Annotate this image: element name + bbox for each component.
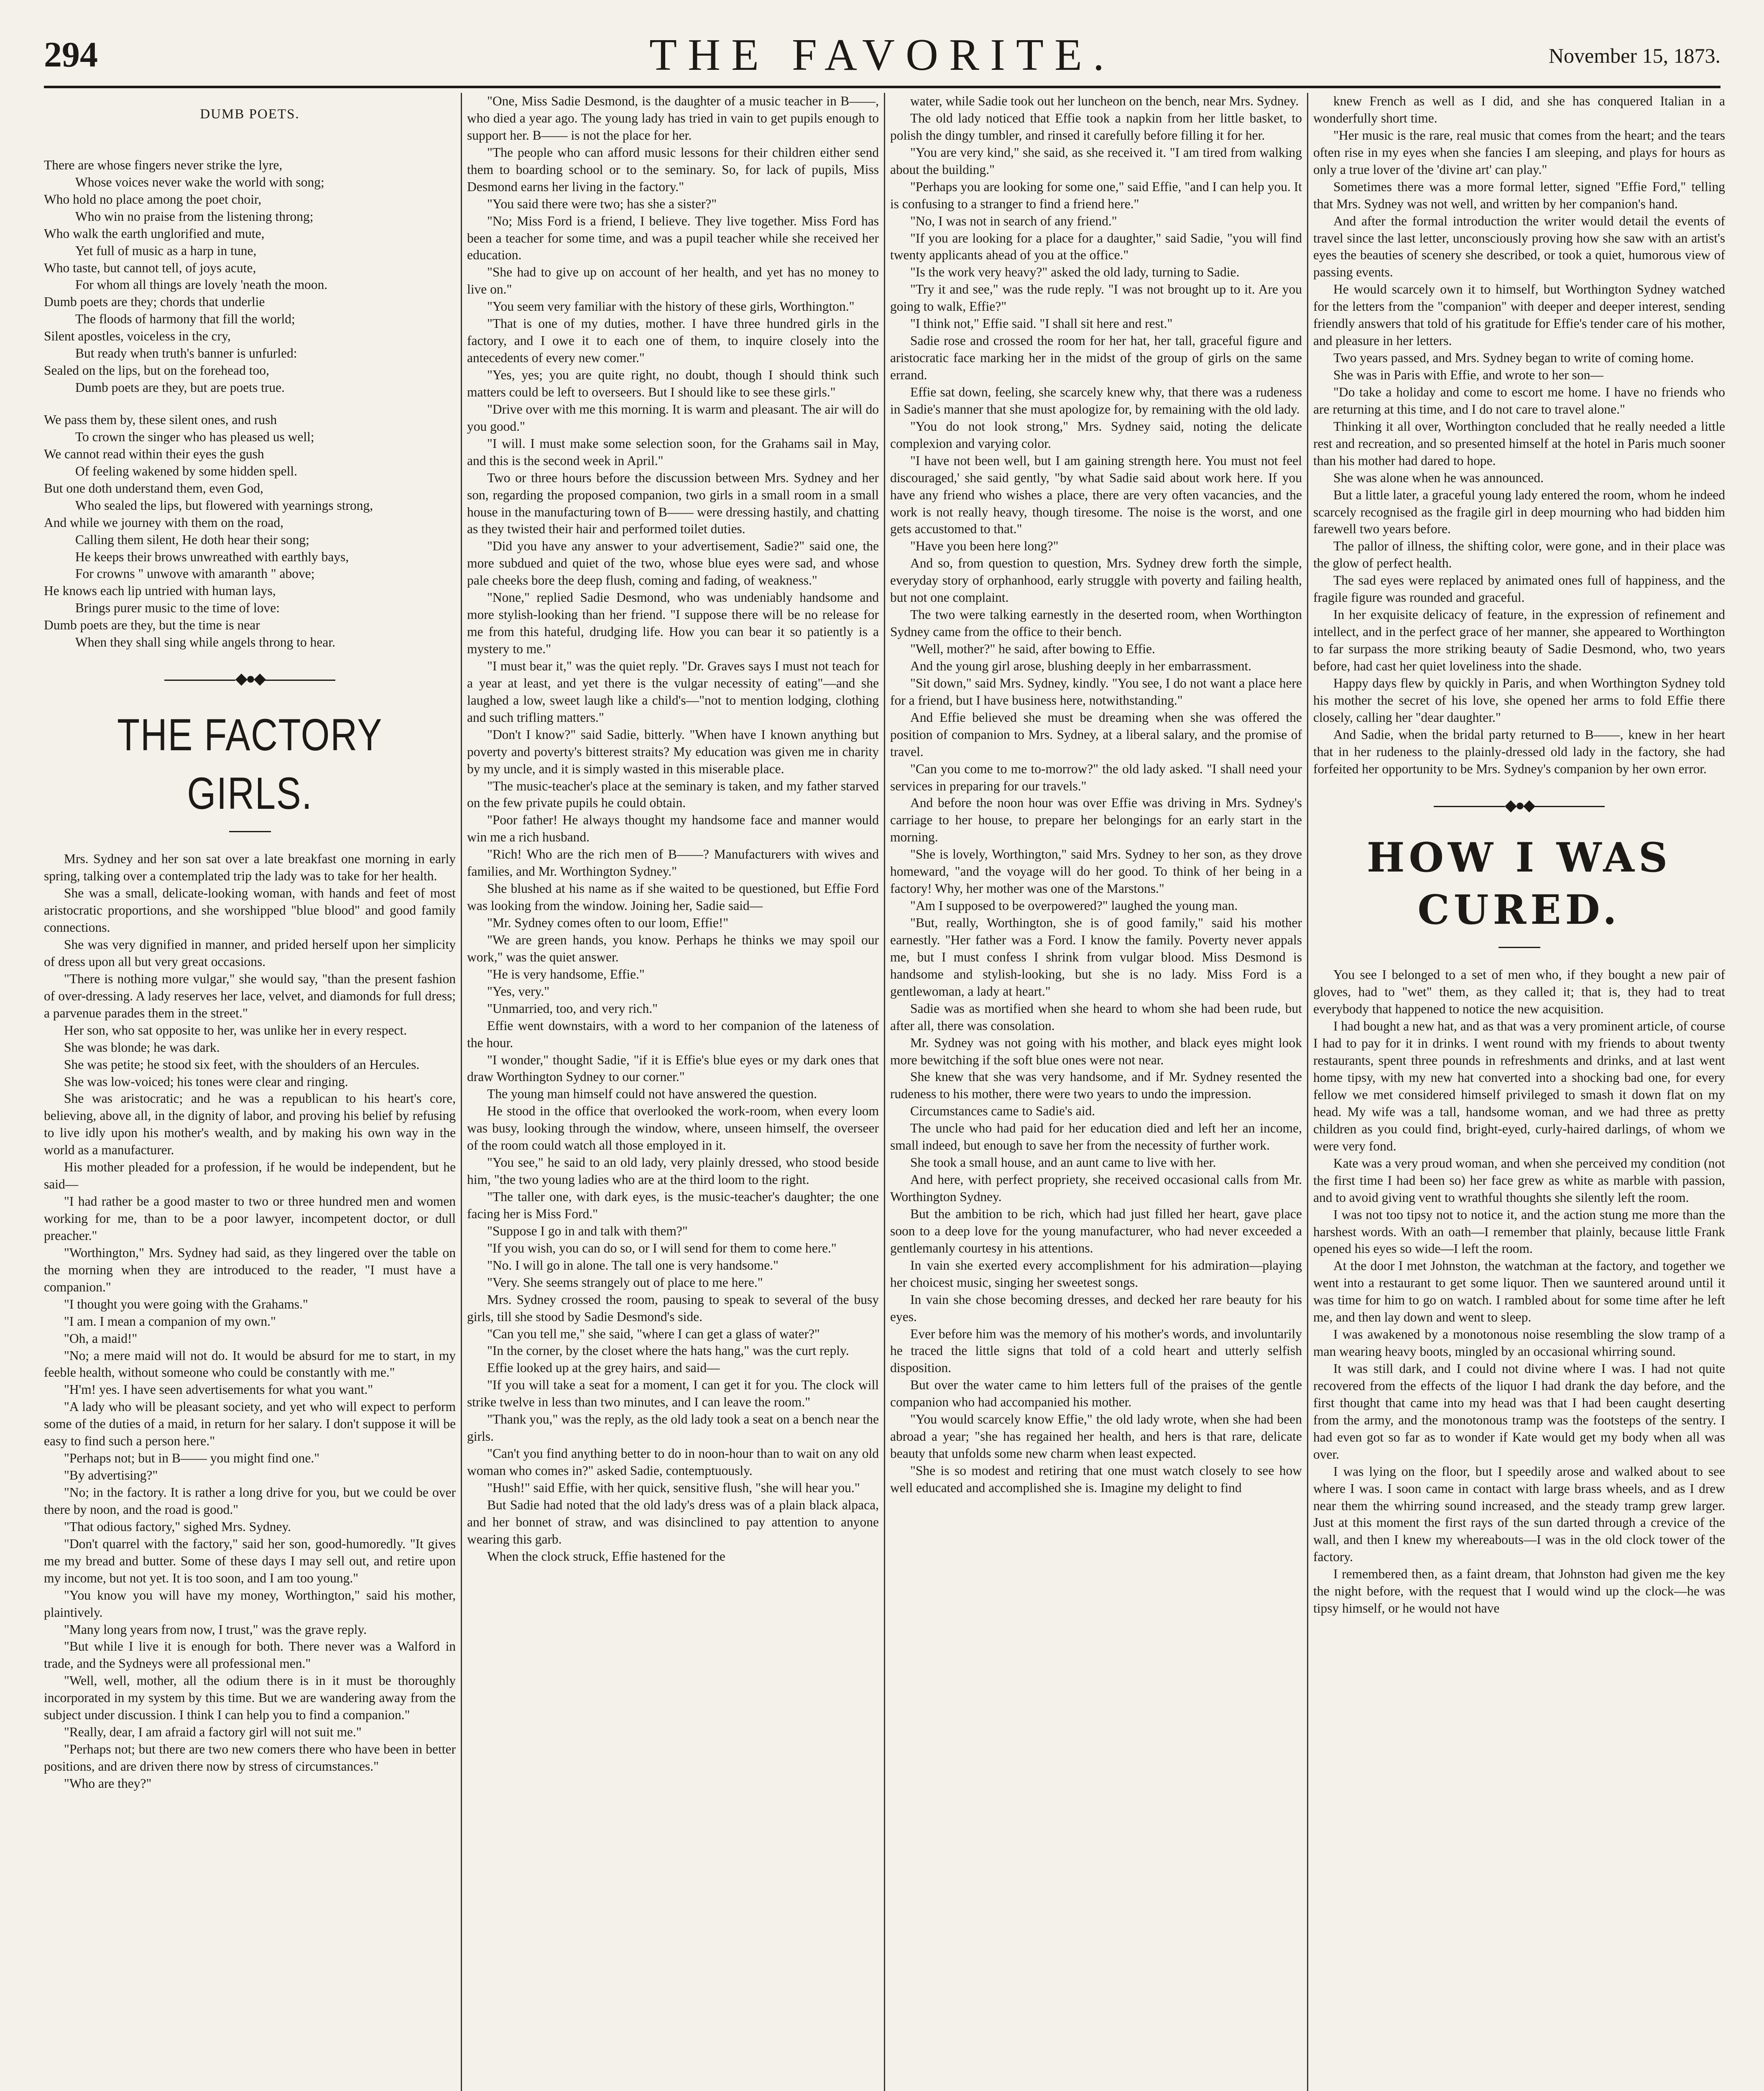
story-title-how-i-was-cured: HOW I WAS CURED. — [1366, 833, 1672, 933]
paragraph: She was petite; he stood six feet, with the shoulders of an Hercules. — [64, 1057, 420, 1072]
paragraph: "Who are they?" — [64, 1776, 152, 1791]
paragraph: In vain she exerted every accomplishment for his admiration—playing her choicest music, singing her sweetest songs. — [890, 1258, 1302, 1290]
poem-title: DUMB POETS. — [200, 107, 300, 122]
paragraph: "You would scarcely know Effie," the old lady wrote, when she had been abroad a year; "she has regained her health, and hers is that rare, delicate beauty that unfolds some new charm when least expected. — [890, 1412, 1302, 1461]
paragraph: "Thank you," was the reply, as the old lady took a seat on a bench near the girls. — [467, 1412, 879, 1444]
column-divider — [461, 93, 462, 2091]
poem-line: Who hold no place among the poet choir, — [44, 192, 262, 207]
poem-line: But one doth understand them, even God, — [44, 481, 263, 496]
poem-line: Who sealed the lips, but flowered with yearnings strong, — [75, 498, 373, 513]
poem-line: The floods of harmony that fill the world; — [75, 312, 295, 327]
paragraph: He would scarcely own it to himself, but Worthington Sydney watched for the letters from the "companion" with deeper and deeper interest, sending friendly answers that told of his gratitude for Effie's tender care of his mother, and pleasure in her letters. — [1313, 282, 1725, 348]
paragraph: "None," replied Sadie Desmond, who was undeniably handsome and more stylish-looking than her friend. "I suppose there will be no release for me from this hateful, drudging life. How you can bear it so patiently is a mystery to me." — [467, 590, 879, 656]
poem-line: We cannot read within their eyes the gush — [44, 446, 264, 461]
poem-stanza — [44, 412, 456, 651]
paragraph: "I thought you were going with the Grahams." — [64, 1296, 308, 1311]
paragraph: "Don't I know?" said Sadie, bitterly. "When have I known anything but poverty and poverty's bitterest straits? My education was given me in charity by my uncle, and it is simply wasted in this miserable place. — [467, 727, 879, 776]
poem-line: Calling them silent, He doth hear their song; — [75, 532, 309, 547]
paragraph: She was low-voiced; his tones were clear and ringing. — [64, 1074, 348, 1089]
paragraph: "He is very handsome, Effie." — [487, 966, 645, 982]
poem-line: To crown the singer who has pleased us well; — [75, 429, 314, 444]
paragraph: "The people who can afford music lessons for their children either send them to boarding school or to the seminary. So, for lack of pupils, Miss Desmond earns her living in the factory." — [467, 145, 879, 194]
paragraph: Mrs. Sydney crossed the room, pausing to speak to several of the busy girls, till she stood by Sadie Desmond's side. — [467, 1292, 879, 1324]
poem-line: But ready when truth's banner is unfurled: — [75, 346, 297, 361]
paragraph: "In the corner, by the closet where the hats hang," was the curt reply. — [487, 1343, 849, 1358]
paragraph: "Hush!" said Effie, with her quick, sensitive flush, "she will hear you." — [487, 1480, 860, 1495]
paragraph: Two years passed, and Mrs. Sydney began to write of coming home. — [1333, 350, 1694, 366]
paragraph: "Can you come to me to-morrow?" the old lady asked. "I shall need your services in preparing for our travels." — [890, 761, 1302, 793]
paragraph: She was very dignified in manner, and prided herself upon her simplicity of dress upon all but very great occasions. — [44, 937, 456, 969]
paragraph: The young man himself could not have answered the question. — [487, 1086, 817, 1102]
ornament-divider: ◆●◆ — [1313, 795, 1725, 816]
paragraph: Kate was a very proud woman, and when she perceived my condition (not the first time I had been so) her face grew as white as marble with passion, and to avoid giving vent to wrathful thoughts she silently left the room. — [1313, 1155, 1725, 1205]
paragraph: "Sit down," said Mrs. Sydney, kindly. "You see, I do not want a place here for a friend, but I have business here, notwithstanding." — [890, 675, 1302, 708]
paragraph: "She had to give up on account of her health, and yet has no money to live on." — [467, 265, 879, 297]
paragraph: "The taller one, with dark eyes, is the music-teacher's daughter; the one facing her is Miss Ford." — [467, 1189, 879, 1221]
paragraph: Sadie rose and crossed the room for her hat, her tall, graceful figure and aristocratic face marking her in the midst of the group of girls on the same errand. — [890, 333, 1302, 382]
paragraph: "Well, well, mother, all the odium there is in it must be thoroughly incorporated in my system by this time. But we are wandering away from the subject under discussion. I think I can help you to find a companion." — [44, 1673, 456, 1723]
paragraph: "If you are looking for a place for a daughter," said Sadie, "you will find twenty applicants ahead of you at the office." — [890, 230, 1302, 263]
paragraph: In her exquisite delicacy of feature, in the expression of refinement and intellect, and in the perfect grace of her manner, she appeared to Worthington to far surpass the more striking beauty of Sadie Desmond, who, two years before, had cast her quiet loveliness into the shade. — [1313, 607, 1725, 673]
paragraph: But a little later, a graceful young lady entered the room, whom he indeed scarcely recognised as the fragile girl in deep mourning who had bidden him farewell two years before. — [1313, 487, 1725, 537]
paragraph: And here, with perfect propriety, she received occasional calls from Mr. Worthington Sydney. — [890, 1172, 1302, 1204]
paragraph: The sad eyes were replaced by animated ones full of happiness, and the fragile figure was rounded and graceful. — [1313, 573, 1725, 605]
paragraph: I remembered then, as a faint dream, that Johnston had given me the key the night before, with the request that I would wind up the clock—he was tipsy himself, or he would not have — [1313, 1567, 1725, 1616]
paragraph: "You know you will have my money, Worthington," said his mother, plaintively. — [44, 1587, 456, 1620]
paragraph: "I have not been well, but I am gaining strength here. You must not feel discouraged,' she said gently, "by what Sadie said about work here. If you have any friend who wishes a place, there are very often vacancies, and the work is not really heavy, though tiresome. The noise is the worst, and one gets accustomed to that." — [890, 453, 1302, 537]
paragraph: But the ambition to be rich, which had just filled her heart, gave place soon to a deep love for the young manufacturer, who had never exceeded a gentlemanly courtesy in his attentions. — [890, 1206, 1302, 1255]
paragraph: She was alone when he was announced. — [1333, 470, 1544, 485]
paragraph: "Perhaps not; but in B—— you might find one." — [64, 1451, 320, 1466]
paragraph: And so, from question to question, Mrs. Sydney drew forth the simple, everyday story of orphanhood, early struggle with poverty and failing health, but not one complaint. — [890, 556, 1302, 605]
paragraph: "Well, mother?" he said, after bowing to Effie. — [910, 642, 1155, 656]
paragraph: "You see," he said to an old lady, very plainly dressed, who stood beside him, "the two young ladies who are at the third loom to the right. — [467, 1155, 879, 1187]
paragraph: And the young girl arose, blushing deeply in her embarrassment. — [910, 658, 1252, 673]
paragraph: "Many long years from now, I trust," was the grave reply. — [64, 1622, 367, 1637]
paragraph: knew French as well as I did, and she has conquered Italian in a wonderfully short time. — [1313, 94, 1725, 125]
paragraph: "No, I was not in search of any friend." — [910, 213, 1117, 228]
paragraph: She was in Paris with Effie, and wrote to her son— — [1333, 368, 1603, 382]
paragraph: In vain she chose becoming dresses, and decked her rare beauty for his eyes. — [890, 1292, 1302, 1324]
paragraph: The uncle who had paid for her education died and left her an income, small indeed, but enough to save her from the necessity of further work. — [890, 1121, 1302, 1153]
paragraph: She blushed at his name as if she waited to be questioned, but Effie Ford was looking from the window. Joining her, Sadie said— — [467, 881, 879, 913]
paragraph: "You said there were two; has she a sister?" — [487, 196, 717, 211]
poem-line: Sealed on the lips, but on the forehead too, — [44, 363, 269, 378]
paragraph: "I will. I must make some selection soon, for the Grahams sail in May, and this is the second week in April." — [467, 436, 879, 468]
article-text — [890, 93, 1302, 1497]
paragraph: "Her music is the rare, real music that comes from the heart; and the tears often rise in my eyes when she fancies I am sleeping, and plays for hours as only a true lover of the 'divine art' can play." — [1313, 128, 1725, 177]
paragraph: "You are very kind," she said, as she received it. "I am tired from walking about the building." — [890, 145, 1302, 177]
poem-line: Yet full of music as a harp in tune, — [75, 243, 257, 258]
paragraph: "Yes, yes; you are quite right, no doubt, though I should think such matters could be left to overseers. But I should like to see these girls." — [467, 368, 879, 399]
paragraph: But over the water came to him letters full of the praises of the gentle companion who had accompanied his mother. — [890, 1378, 1302, 1410]
paragraph: And Effie believed she must be dreaming when she was offered the position of companion to Mrs. Sydney, at a liberal salary, and the promise of travel. — [890, 710, 1302, 759]
paragraph: She knew that she was very handsome, and if Mr. Sydney resented the rudeness to his mother, there were two years to undo the impression. — [890, 1069, 1302, 1102]
paragraph: And after the formal introduction the writer would detail the events of travel since the last letter, unconsciously proving how she saw with an artist's eyes the beauties of scenery she described, or took a quiet, humorous view of passing events. — [1313, 213, 1725, 280]
poem-line: Who win no praise from the listening throng; — [75, 209, 314, 224]
paragraph: "Perhaps not; but there are two new comers there who have been in better positions, and are driven there now by stress of circumstances." — [44, 1742, 456, 1774]
paragraph: "Suppose I go in and talk with them?" — [487, 1223, 688, 1238]
poem-line: Who walk the earth unglorified and mute, — [44, 226, 265, 241]
title-rule — [229, 831, 271, 832]
header-rule — [44, 86, 1721, 88]
paragraph: When the clock struck, Effie hastened for the — [487, 1549, 725, 1564]
paragraph: "Did you have any answer to your advertisement, Sadie?" said one, the more subdued and quiet of the two, whose blue eyes were sad, and whose pale cheeks bore the deep flush, coming and fading, of weakness." — [467, 539, 879, 588]
paragraph: "By advertising?" — [64, 1468, 158, 1483]
paragraph: "Don't quarrel with the factory," said her son, good-humoredly. "It gives me my bread and butter. Some of these days I may sell out, and retire upon my income, but not yet. It is too soon, and I am too young." — [44, 1536, 456, 1585]
paragraph: "One, Miss Sadie Desmond, is the daughter of a music teacher in B——, who died a year ago. The young lady has tried in vain to get pupils enough to support her. B—— is not the place for her. — [467, 94, 879, 143]
poem-line: For crowns " unwove with amaranth " above; — [75, 566, 315, 581]
poem-line: Who taste, but cannot tell, of joys acute, — [44, 260, 256, 275]
poem-line: There are whose fingers never strike the lyre, — [44, 157, 283, 172]
paragraph: "If you will take a seat for a moment, I can get it for you. The clock will strike twelve in less than two minutes, and I can leave the room." — [467, 1378, 879, 1410]
paragraph: Mrs. Sydney and her son sat over a late breakfast one morning in early spring, talking over a contemplated trip the lady was to take for her health. — [44, 851, 456, 884]
paragraph: "I am. I mean a companion of my own." — [64, 1314, 276, 1329]
page-header — [44, 29, 1721, 84]
column-divider — [884, 93, 885, 2091]
paragraph: It was still dark, and I could not divine where I was. I had not quite recovered from the effects of the liquor I had drank the day before, and the first thought that came into my head was that I had been caught deserting from the army, and the monotonous tramp was the footsteps of the sentry. I had even got so far as to wonder if Kate would get my body when all was over. — [1313, 1361, 1725, 1462]
paragraph: Her son, who sat opposite to her, was unlike her in every respect. — [64, 1022, 407, 1038]
paragraph: "Am I supposed to be overpowered?" laughed the young man. — [910, 898, 1238, 913]
poem-stanza — [44, 157, 456, 396]
paragraph: Sadie was as mortified when she heard to whom she had been rude, but after all, there was consolation. — [890, 1001, 1302, 1033]
masthead-title: THE FAVORITE. — [649, 30, 1115, 80]
poem-line: He keeps their brows unwreathed with earthly bays, — [75, 549, 349, 564]
paragraph: I was lying on the floor, but I speedily arose and walked about to see where I was. I soon came in contact with large brass wheels, and as I drew near them the whirring sound increased, and the steady tramp grew larger. Just at this moment the first rays of the sun darted through a crevice of the wall, and then I knew my whereabouts—I was in the old clock tower of the factory. — [1313, 1464, 1725, 1564]
article-text — [44, 851, 456, 1792]
paragraph: I was not too tipsy not to notice it, and the action stung me more than the harshest words. With an oath—I remember that plainly, because little Frank opened his eyes so wide—I left the room. — [1313, 1207, 1725, 1256]
paragraph: "No; in the factory. It is rather a long drive for you, but we could be over there by noon, and the road is good." — [44, 1485, 456, 1517]
paragraph: She was a small, delicate-looking woman, with hands and feet of most aristocratic proportions, and she worshipped "blue blood" and good family connections. — [44, 886, 456, 935]
paragraph: Effie sat down, feeling, she scarcely knew why, that there was a rudeness in Sadie's manner that she must apologize for, by remaining with the old lady. — [890, 384, 1302, 417]
paragraph: "Worthington," Mrs. Sydney had said, as they lingered over the table on the morning when they are introduced to the reader, "I must have a companion." — [44, 1245, 456, 1294]
issue-date: November 15, 1873. — [1548, 44, 1721, 67]
paragraph: "Perhaps you are looking for some one," said Effie, "and I can help you. It is confusing to a stranger to find a friend here." — [890, 179, 1302, 211]
paragraph: "No; Miss Ford is a friend, I believe. They live together. Miss Ford has been a teacher for some time, and was a pupil teacher while she received her education. — [467, 213, 879, 263]
title-rule — [1499, 947, 1540, 948]
article-text — [1313, 93, 1725, 778]
paragraph: "I wonder," thought Sadie, "if it is Effie's blue eyes or my dark ones that draw Worthington Sydney to our corner." — [467, 1052, 879, 1084]
paragraph: Circumstances came to Sadie's aid. — [910, 1104, 1095, 1119]
paragraph: "You seem very familiar with the history of these girls, Worthington." — [487, 299, 855, 314]
paragraph: "Can you tell me," she said, "where I can get a glass of water?" — [487, 1326, 820, 1341]
poem-line: Of feeling wakened by some hidden spell. — [75, 463, 297, 478]
paragraph: The old lady noticed that Effie took a napkin from her little basket, to polish the dingy tumbler, and rinsed it carefully before filling it for her. — [890, 110, 1302, 143]
column-divider — [1307, 93, 1308, 2091]
paragraph: Sometimes there was a more formal letter, signed "Effie Ford," telling that Mrs. Sydney was not well, and written by her companion's hand. — [1313, 179, 1725, 211]
paragraph: "Very. She seems strangely out of place to me here." — [487, 1275, 763, 1290]
column-2 — [467, 93, 879, 2091]
poem-line: Dumb poets are they, but the time is near — [44, 618, 260, 633]
paragraph: The pallor of illness, the shifting color, were gone, and in their place was the glow of perfect health. — [1313, 539, 1725, 571]
paragraph: His mother pleaded for a profession, if he would be independent, but he said— — [44, 1160, 456, 1192]
paragraph: But Sadie had noted that the old lady's dress was of a plain black alpaca, and her bonnet of straw, and was disinclined to pay attention to anyone wearing this garb. — [467, 1497, 879, 1547]
paragraph: "Try it and see," was the rude reply. "I was not brought up to it. Are you going to walk, Effie?" — [890, 282, 1302, 314]
paragraph: The two were talking earnestly in the deserted room, when Worthington Sydney came from the office to their bench. — [890, 607, 1302, 639]
paragraph: "If you wish, you can do so, or I will send for them to come here." — [487, 1240, 837, 1255]
page-number: 294 — [44, 34, 98, 74]
paragraph: "Drive over with me this morning. It is warm and pleasant. The air will do you good." — [467, 401, 879, 434]
paragraph: "No; a mere maid will not do. It would be absurd for me to start, in my feeble health, without someone who could be constantly with me." — [44, 1348, 456, 1380]
paragraph: "She is lovely, Worthington," said Mrs. Sydney to her son, as they drove homeward, "and the voyage will do her good. To think of her being in a factory! Why, her mother was one of the Marstons." — [890, 847, 1302, 896]
paragraph: "We are green hands, you know. Perhaps he thinks we may spoil our work," was the quiet answer. — [467, 932, 879, 964]
column-4 — [1313, 93, 1725, 2091]
paragraph: She took a small house, and an aunt came to live with her. — [910, 1155, 1216, 1170]
paragraph: "No. I will go in alone. The tall one is very handsome." — [487, 1258, 779, 1273]
paragraph: I had bought a new hat, and as that was a very prominent article, of course I had to pay for it in drinks. I went round with my friends to about twenty restaurants, spent three pounds in refreshments and drinks, and at last went home tipsy, with my new hat converted into a shocking bad one, for every fellow we met considered himself privileged to smash it down flat on my head. My wife was a tall, handsome woman, and we had three as pretty children as you could find, bright-eyed, curly-haired darlings, of whom we were very fond. — [1313, 1019, 1725, 1153]
poem-line: For whom all things are lovely 'neath the moon. — [75, 277, 328, 292]
paragraph: "You do not look strong," Mrs. Sydney said, noting the delicate complexion and varying color. — [890, 419, 1302, 451]
paragraph: water, while Sadie took out her luncheon on the bench, near Mrs. Sydney. — [910, 94, 1299, 108]
paragraph: "That odious factory," sighed Mrs. Sydney. — [64, 1519, 291, 1534]
paragraph: "Yes, very." — [487, 984, 550, 999]
paragraph: "Have you been here long?" — [910, 539, 1059, 554]
poem-line: Brings purer music to the time of love: — [75, 601, 280, 616]
paragraph: She was aristocratic; and he was a republican to his heart's core, believing, above all, in the dignity of labor, and proving his belief by refusing to live idly upon his mother's wealth, and by making his own way in the world as a manufacturer. — [44, 1091, 456, 1158]
paragraph: "Really, dear, I am afraid a factory girl will not suit me." — [64, 1725, 362, 1740]
paragraph: "I must bear it," was the quiet reply. "Dr. Graves says I must not teach for a year at least, and yet there is the vulgar necessity of eating"—and she laughed a low, sweet laugh like a child's—"not to mention lodging, clothing and such trifling matters." — [467, 658, 879, 725]
paragraph: "But while I live it is enough for both. There never was a Walford in trade, and the Sydneys were all professional men." — [44, 1639, 456, 1671]
paragraph: Effie looked up at the grey hairs, and said— — [487, 1360, 720, 1375]
paragraph: Happy days flew by quickly in Paris, and when Worthington Sydney told his mother the secret of his love, she opened her arms to fold Effie there closely, calling her "dear daughter." — [1313, 675, 1725, 725]
article-text — [467, 93, 879, 1565]
poem-line: And while we journey with them on the road, — [44, 515, 283, 530]
paragraph: "Mr. Sydney comes often to our loom, Effie!" — [487, 915, 729, 930]
paragraph: "Poor father! He always thought my handsome face and manner would win me a rich husband. — [467, 813, 879, 845]
poem-line: When they shall sing while angels throng to hear. — [75, 635, 335, 650]
paragraph: "The music-teacher's place at the seminary is taken, and my father starved on the few private pupils he could obtain. — [467, 778, 879, 810]
paragraph: "She is so modest and retiring that one must watch closely to see how well educated and accomplished she is. Imagine my delight to find — [890, 1463, 1302, 1495]
poem-body — [44, 157, 456, 651]
paragraph: "Is the work very heavy?" asked the old lady, turning to Sadie. — [910, 265, 1240, 280]
paragraph: At the door I met Johnston, the watchman at the factory, and together we went into a restaurant to get some liquor. Then we sauntered around until it was time for him to go on watch. I rambled about for some time after he left me, and then lay down and went to sleep. — [1313, 1258, 1725, 1325]
paragraph: "There is nothing more vulgar," she would say, "than the present fashion of over-dressing. A lady reserves her lace, velvet, and diamonds for full dress; a parvenue parades them in the street." — [44, 971, 456, 1020]
poem-line: We pass them by, these silent ones, and rush — [44, 412, 277, 427]
paragraph: "Unmarried, too, and very rich." — [487, 1001, 658, 1016]
paragraph: "But, really, Worthington, she is of good family," said his mother earnestly. "Her father was a Ford. I know the family. Poverty never appals me, but I must confess I shrink from vulgar blood. Miss Desmond is handsome and stylish-looking, but she is no lady. Miss Ford is a gentlewoman, a lady at heart." — [890, 915, 1302, 999]
column-3 — [890, 93, 1302, 2091]
poem-line: Silent apostles, voiceless in the cry, — [44, 329, 231, 344]
paragraph: "I had rather be a good master to two or three hundred men and women working for me, than to be a poor lawyer, incompetent doctor, or dull preacher." — [44, 1194, 456, 1243]
paragraph: Ever before him was the memory of his mother's words, and involuntarily he traced the little signs that told of a cold heart and utterly selfish disposition. — [890, 1326, 1302, 1375]
poem-line: Dumb poets are they, but are poets true. — [75, 380, 285, 395]
paragraph: Two or three hours before the discussion between Mrs. Sydney and her son, regarding the proposed companion, two girls in a small room in a small house in the manufacturing town of B—— were dressing hastily, and chatting as they twisted their hair and performed toilet duties. — [467, 470, 879, 537]
paragraph: Mr. Sydney was not going with his mother, and black eyes might look more bewitching if the soft blue ones were not near. — [890, 1035, 1302, 1067]
paragraph: "Do take a holiday and come to escort me home. I have no friends who are returning at this time, and I do not care to travel alone." — [1313, 384, 1725, 417]
paragraph: And Sadie, when the bridal party returned to B——, knew in her heart that in her rudeness to the plainly-dressed old lady in the factory, she had forfeited her opportunity to be Mrs. Sydney's companion by her own error. — [1313, 727, 1725, 776]
ornament-divider: ◆●◆ — [44, 669, 456, 689]
paragraph: "Oh, a maid!" — [64, 1331, 138, 1346]
paragraph: "That is one of my duties, mother. I have three hundred girls in the factory, and I owe it to each one of them, to inquire closely into the antecedents of every new comer." — [467, 316, 879, 366]
paragraph: Thinking it all over, Worthington concluded that he really needed a little rest and recreation, and so presented himself at the hotel in Paris much sooner than his mother had dared to hope. — [1313, 419, 1725, 468]
paragraph: He stood in the office that overlooked the work-room, when every loom was busy, looking through the window, where, unseen himself, the overseer of the room could watch all those employed in it. — [467, 1104, 879, 1153]
paragraph: "Rich! Who are the rich men of B——? Manufacturers with wives and families, and Mr. Worthington Sydney." — [467, 847, 879, 879]
paragraph: You see I belonged to a set of men who, if they bought a new pair of gloves, had to "wet" them, as they called it; that is, they had to treat everybody that happened to notice the new acquisition. — [1313, 967, 1725, 1017]
paragraph: "H'm! yes. I have seen advertisements for what you want." — [64, 1382, 373, 1397]
paragraph: "A lady who will be pleasant society, and yet who will expect to perform some of the duties of a maid, in return for her salary. I don't suppose it will be easy to find such a person here." — [44, 1399, 456, 1449]
paragraph: Effie went downstairs, with a word to her companion of the lateness of the hour. — [467, 1018, 879, 1050]
paragraph: "I think not," Effie said. "I shall sit here and rest." — [910, 316, 1173, 331]
column-1 — [44, 93, 456, 2091]
paragraph: And before the noon hour was over Effie was driving in Mrs. Sydney's carriage to her house, to prepare her belongings for an early start in the morning. — [890, 795, 1302, 845]
story-title-factory-girls: THE FACTORY GIRLS. — [117, 709, 383, 818]
poem-line: He knows each lip untried with human lays, — [44, 583, 276, 598]
poem-line: Dumb poets are they; chords that underlie — [44, 294, 265, 309]
poem-line: Whose voices never wake the world with song; — [75, 174, 324, 189]
article-text — [1313, 966, 1725, 1617]
paragraph: "Can't you find anything better to do in noon-hour than to wait on any old woman who comes in?" asked Sadie, contemptuously. — [467, 1446, 879, 1478]
paragraph: I was awakened by a monotonous noise resembling the slow tramp of a man wearing heavy boots, mingled by an occasional whirring sound. — [1313, 1327, 1725, 1359]
paragraph: She was blonde; he was dark. — [64, 1040, 220, 1055]
